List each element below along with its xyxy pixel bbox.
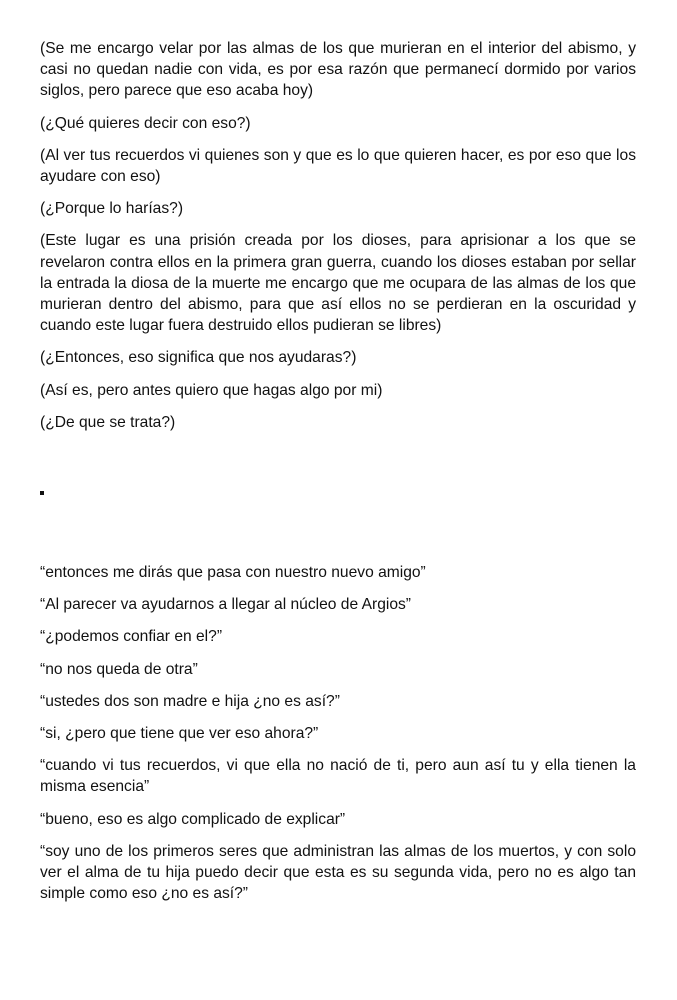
dialogue-line: “soy uno de los primeros seres que administran las almas de los muertos, y con solo ver el alma de tu hija puedo decir que esta es su segunda vida, pero no es algo tan simple como eso ¿no es así?” [40, 842, 636, 903]
paragraph: (Se me encargo velar por las almas de los que murieran en el interior del abismo, y casi no quedan nadie con vida, es por esa razón que permanecí dormido por varios siglos, pero parece que eso acaba hoy) [40, 40, 636, 100]
dialogue-line: “bueno, eso es algo complicado de explicar” [40, 810, 346, 828]
section-gap [40, 510, 636, 562]
paragraph: (¿Qué quieres decir con eso?) [40, 114, 251, 132]
dialogue-line: “cuando vi tus recuerdos, vi que ella no nació de ti, pero aun así tu y ella tienen la misma esencia” [40, 757, 636, 796]
paragraph: (Este lugar es una prisión creada por los dioses, para aprisionar a los que se revelaron contra ellos en la primera gran guerra, cuando los dioses estaban por sellar la entrada la diosa de la muerte me encargo que me ocupara de las almas de los que murieran dentro del abismo, para que así ellos no se perdieran en la oscuridad y cuando este lugar fuera destruido ellos pudieran se libres) [40, 232, 636, 335]
paragraph: (Al ver tus recuerdos vi quienes son y que es lo que quieren hacer, es por eso que los ayudare con eso) [40, 146, 636, 186]
dialogue-line: “¿podemos confiar en el?” [40, 628, 223, 646]
dialogue-line: “no nos queda de otra” [40, 660, 198, 678]
paragraph: (¿De que se trata?) [40, 413, 176, 431]
paragraph: (¿Porque lo harías?) [40, 200, 184, 218]
dialogue-line: “si, ¿pero que tiene que ver eso ahora?” [40, 725, 319, 743]
document-page [40, 38, 636, 915]
section-break-dot [40, 491, 44, 495]
dialogue-line: “entonces me dirás que pasa con nuestro nuevo amigo” [40, 564, 426, 582]
paragraph: (Así es, pero antes quiero que hagas algo por mi) [40, 381, 383, 399]
section-break [40, 444, 636, 510]
dialogue-line: “Al parecer va ayudarnos a llegar al núcleo de Argios” [40, 596, 411, 614]
paragraph: (¿Entonces, eso significa que nos ayudaras?) [40, 349, 357, 367]
dialogue-line: “ustedes dos son madre e hija ¿no es así?” [40, 692, 340, 710]
